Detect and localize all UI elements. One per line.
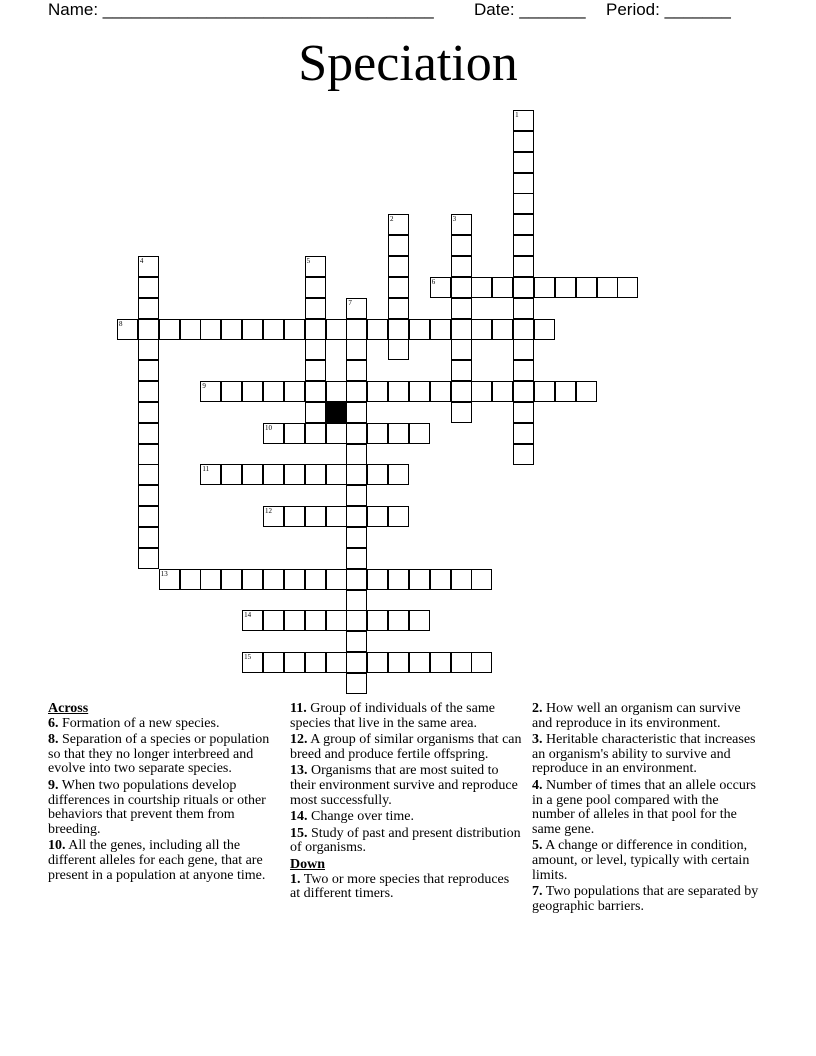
- grid-cell[interactable]: [346, 464, 367, 485]
- clue-number-label: 14: [244, 611, 252, 620]
- grid-cell[interactable]: [513, 214, 534, 235]
- grid-cell[interactable]: [346, 381, 367, 402]
- clue-down-7: [532, 885, 764, 914]
- clue-number-label: 3: [452, 215, 457, 224]
- grid-cell[interactable]: [346, 360, 367, 381]
- clue-number-label: 6: [431, 277, 436, 286]
- grid-cell[interactable]: [284, 423, 305, 444]
- grid-cell[interactable]: [346, 610, 367, 631]
- clue-number-label: 9: [202, 382, 206, 391]
- grid-cell[interactable]: [326, 610, 347, 631]
- grid-cell[interactable]: [388, 319, 409, 340]
- clue-number: 14.: [290, 809, 308, 825]
- grid-cell[interactable]: [513, 360, 534, 381]
- grid-cell[interactable]: [513, 319, 534, 340]
- period-field[interactable]: Period: _______: [606, 0, 731, 19]
- grid-cell[interactable]: [326, 506, 347, 527]
- grid-cell[interactable]: [242, 569, 263, 590]
- grid-cell[interactable]: [451, 569, 472, 590]
- grid-cell[interactable]: [430, 569, 451, 590]
- clues-column-3: [532, 702, 764, 916]
- grid-cell[interactable]: [263, 464, 284, 485]
- grid-cell[interactable]: [200, 569, 221, 590]
- grid-cell[interactable]: [513, 402, 534, 423]
- grid-cell[interactable]: [367, 506, 388, 527]
- grid-cell[interactable]: [555, 277, 576, 298]
- grid-cell[interactable]: [346, 631, 367, 652]
- grid-cell[interactable]: [471, 381, 492, 402]
- grid-cell[interactable]: [346, 548, 367, 569]
- grid-cell[interactable]: [263, 569, 284, 590]
- grid-cell[interactable]: [284, 319, 305, 340]
- grid-cell[interactable]: [367, 610, 388, 631]
- grid-cell[interactable]: [367, 652, 388, 673]
- grid-cell[interactable]: [263, 381, 284, 402]
- grid-cell[interactable]: [326, 569, 347, 590]
- grid-cell[interactable]: [138, 360, 159, 381]
- grid-cell[interactable]: [138, 485, 159, 506]
- grid-cell[interactable]: [159, 319, 180, 340]
- grid-cell[interactable]: [284, 569, 305, 590]
- clue-text: Formation of a new species.: [62, 715, 220, 731]
- grid-cell[interactable]: [242, 652, 263, 673]
- grid-cell[interactable]: [284, 652, 305, 673]
- clue-text: Two or more species that reproduces at different timers.: [290, 871, 510, 902]
- grid-cell[interactable]: [367, 464, 388, 485]
- grid-cell[interactable]: [513, 381, 534, 402]
- grid-cell[interactable]: [200, 319, 221, 340]
- grid-cell[interactable]: [513, 235, 534, 256]
- page-title: Speciation: [298, 35, 518, 92]
- clue-number-label: 8: [119, 319, 123, 328]
- clue-across-15: [290, 827, 522, 856]
- grid-cell[interactable]: [305, 610, 326, 631]
- grid-cell[interactable]: [221, 381, 242, 402]
- clue-across-8: [48, 733, 276, 777]
- clue-down-5: [532, 839, 764, 883]
- grid-cell[interactable]: [388, 277, 409, 298]
- clue-across-13: [290, 764, 522, 808]
- grid-cell[interactable]: [305, 464, 326, 485]
- grid-cell[interactable]: [346, 673, 367, 694]
- clue-across-14: [290, 810, 522, 825]
- clue-number: 3.: [532, 732, 543, 748]
- grid-cell[interactable]: [138, 402, 159, 423]
- grid-cell[interactable]: [305, 569, 326, 590]
- grid-cell[interactable]: [367, 319, 388, 340]
- grid-cell[interactable]: [409, 319, 430, 340]
- clue-down-2: [532, 702, 764, 731]
- grid-cell[interactable]: [513, 131, 534, 152]
- grid-cell[interactable]: [138, 256, 159, 277]
- grid-cell[interactable]: [451, 298, 472, 319]
- clue-text: Study of past and present distribution of organisms.: [290, 825, 521, 856]
- clue-number: 2.: [532, 701, 543, 716]
- grid-cell[interactable]: [597, 277, 618, 298]
- down-heading: Down: [290, 856, 326, 872]
- grid-cell[interactable]: [513, 423, 534, 444]
- clue-text: Number of times that an allele occurs in a gene pool compared with the number of alleles in that pool for the same gene.: [532, 777, 756, 837]
- grid-cell[interactable]: [451, 277, 472, 298]
- clue-number: 15.: [290, 825, 308, 841]
- grid-cell[interactable]: [409, 381, 430, 402]
- grid-cell[interactable]: [346, 298, 367, 319]
- grid-cell[interactable]: [242, 381, 263, 402]
- clue-across-10: [48, 839, 276, 883]
- grid-cell[interactable]: [305, 402, 326, 423]
- grid-cell[interactable]: [263, 652, 284, 673]
- grid-cell[interactable]: [284, 506, 305, 527]
- grid-cell[interactable]: [388, 256, 409, 277]
- grid-cell[interactable]: [451, 214, 472, 235]
- grid-cell[interactable]: [451, 381, 472, 402]
- grid-cell[interactable]: [471, 652, 492, 673]
- grid-cell[interactable]: [451, 319, 472, 340]
- grid-cell[interactable]: [242, 610, 263, 631]
- grid-cell[interactable]: [221, 464, 242, 485]
- grid-cell[interactable]: [305, 319, 326, 340]
- clue-number-label: 4: [139, 256, 144, 265]
- grid-cell[interactable]: [284, 464, 305, 485]
- black-square: [326, 402, 347, 423]
- grid-cell[interactable]: [451, 652, 472, 673]
- grid-cell[interactable]: [388, 610, 409, 631]
- grid-cell[interactable]: [284, 610, 305, 631]
- grid-cell[interactable]: [326, 423, 347, 444]
- clue-number: 1.: [290, 871, 301, 887]
- grid-cell[interactable]: [388, 423, 409, 444]
- grid-cell[interactable]: [138, 423, 159, 444]
- grid-cell[interactable]: [513, 298, 534, 319]
- grid-cell[interactable]: [242, 319, 263, 340]
- clue-across-12: [290, 733, 522, 762]
- grid-cell[interactable]: [326, 381, 347, 402]
- grid-cell[interactable]: [138, 506, 159, 527]
- grid-cell[interactable]: [576, 277, 597, 298]
- grid-cell[interactable]: [200, 381, 221, 402]
- clue-number: 13.: [290, 763, 308, 779]
- grid-cell[interactable]: [409, 423, 430, 444]
- grid-cell[interactable]: [409, 610, 430, 631]
- clue-number: 10.: [48, 838, 66, 854]
- clue-text: Two populations that are separated by geographic barriers.: [532, 884, 759, 914]
- grid-cell[interactable]: [492, 319, 513, 340]
- grid-cell[interactable]: [513, 152, 534, 173]
- clue-text: Organisms that are most suited to their environment survive and reproduce most successfully.: [290, 763, 518, 808]
- grid-cell[interactable]: [138, 298, 159, 319]
- grid-cell[interactable]: [346, 339, 367, 360]
- grid-cell[interactable]: [346, 423, 367, 444]
- grid-cell[interactable]: [367, 381, 388, 402]
- grid-cell[interactable]: [513, 444, 534, 465]
- grid-cell[interactable]: [534, 381, 555, 402]
- clue-number: 11.: [290, 701, 307, 716]
- clue-text: Group of individuals of the same species that live in the same area.: [290, 701, 495, 731]
- grid-cell[interactable]: [430, 381, 451, 402]
- clue-across-11: [290, 702, 522, 731]
- grid-cell[interactable]: [534, 319, 555, 340]
- grid-cell[interactable]: [138, 381, 159, 402]
- grid-cell[interactable]: [513, 277, 534, 298]
- grid-cell[interactable]: [200, 464, 221, 485]
- clue-number-label: 5: [306, 256, 311, 265]
- grid-cell[interactable]: [451, 402, 472, 423]
- grid-cell[interactable]: [180, 319, 201, 340]
- grid-cell[interactable]: [388, 339, 409, 360]
- grid-cell[interactable]: [326, 464, 347, 485]
- grid-cell[interactable]: [346, 527, 367, 548]
- grid-cell[interactable]: [346, 444, 367, 465]
- clue-text: Separation of a species or population so that they no longer interbreed and evolve into two separate species.: [48, 732, 270, 777]
- clue-number: 6.: [48, 715, 59, 731]
- grid-cell[interactable]: [346, 402, 367, 423]
- grid-cell[interactable]: [346, 319, 367, 340]
- grid-cell[interactable]: [555, 381, 576, 402]
- grid-cell[interactable]: [576, 381, 597, 402]
- grid-cell[interactable]: [388, 235, 409, 256]
- grid-cell[interactable]: [346, 590, 367, 611]
- clue-number: 8.: [48, 732, 59, 748]
- grid-cell[interactable]: [305, 277, 326, 298]
- grid-cell[interactable]: [471, 277, 492, 298]
- clue-across-6: [48, 717, 276, 732]
- grid-cell[interactable]: [451, 235, 472, 256]
- grid-cell[interactable]: [263, 423, 284, 444]
- clue-text: All the genes, including all the different alleles for each gene, that are present in a population at anyone time.: [48, 838, 266, 883]
- grid-cell[interactable]: [451, 339, 472, 360]
- grid-cell[interactable]: [221, 569, 242, 590]
- grid-cell[interactable]: [159, 569, 180, 590]
- clue-number: 9.: [48, 777, 59, 793]
- grid-cell[interactable]: [388, 652, 409, 673]
- clues-column-1: [48, 702, 276, 885]
- grid-cell[interactable]: [513, 256, 534, 277]
- clue-text: When two populations develop differences in courtship rituals or other behaviors that prevent them from breeding.: [48, 777, 266, 837]
- clue-number-label: 12: [264, 507, 272, 516]
- grid-cell[interactable]: [263, 319, 284, 340]
- clue-down-1: [290, 873, 522, 902]
- clue-down-4: [532, 779, 764, 837]
- grid-cell[interactable]: [513, 110, 534, 131]
- grid-cell[interactable]: [409, 652, 430, 673]
- grid-cell[interactable]: [138, 339, 159, 360]
- grid-cell[interactable]: [346, 569, 367, 590]
- clues-column-2: [290, 702, 522, 904]
- clue-number-label: 2: [390, 215, 394, 224]
- clue-text: How well an organism can survive and reproduce in its environment.: [532, 701, 741, 731]
- grid-cell[interactable]: [138, 444, 159, 465]
- clue-across-9: [48, 779, 276, 837]
- grid-cell[interactable]: [305, 360, 326, 381]
- grid-cell[interactable]: [430, 319, 451, 340]
- grid-cell[interactable]: [388, 569, 409, 590]
- grid-cell[interactable]: [242, 464, 263, 485]
- grid-cell[interactable]: [138, 277, 159, 298]
- grid-cell[interactable]: [492, 381, 513, 402]
- grid-cell[interactable]: [471, 569, 492, 590]
- grid-cell[interactable]: [180, 569, 201, 590]
- grid-cell[interactable]: [117, 319, 138, 340]
- grid-cell[interactable]: [305, 256, 326, 277]
- grid-cell[interactable]: [221, 319, 242, 340]
- clue-number: 12.: [290, 732, 308, 748]
- grid-cell[interactable]: [138, 319, 159, 340]
- grid-cell[interactable]: [513, 193, 534, 214]
- grid-cell[interactable]: [326, 319, 347, 340]
- grid-cell[interactable]: [367, 423, 388, 444]
- clue-number: 5.: [532, 838, 543, 854]
- clue-number-label: 7: [348, 298, 352, 307]
- across-heading: Across: [48, 701, 89, 716]
- grid-cell[interactable]: [346, 506, 367, 527]
- clue-number-label: 10: [264, 423, 272, 432]
- clue-text: A group of similar organisms that can breed and produce fertile offspring.: [290, 732, 522, 762]
- clue-number-label: 11: [202, 465, 210, 474]
- grid-cell[interactable]: [284, 381, 305, 402]
- grid-cell[interactable]: [305, 339, 326, 360]
- clue-text: Heritable characteristic that increases an organism's ability to survive and reproduce in an environment.: [532, 732, 756, 777]
- grid-cell[interactable]: [138, 464, 159, 485]
- grid-cell[interactable]: [388, 506, 409, 527]
- grid-cell[interactable]: [388, 298, 409, 319]
- grid-cell[interactable]: [346, 652, 367, 673]
- grid-cell[interactable]: [430, 277, 451, 298]
- grid-cell[interactable]: [430, 652, 451, 673]
- grid-cell[interactable]: [451, 256, 472, 277]
- grid-cell[interactable]: [388, 214, 409, 235]
- grid-cell[interactable]: [388, 464, 409, 485]
- grid-cell[interactable]: [263, 506, 284, 527]
- clue-number: 7.: [532, 884, 543, 900]
- grid-cell[interactable]: [305, 423, 326, 444]
- clue-number: 4.: [532, 777, 543, 793]
- grid-cell[interactable]: [346, 485, 367, 506]
- grid-cell[interactable]: [451, 360, 472, 381]
- clue-number-label: 13: [160, 569, 168, 578]
- clue-text: Change over time.: [311, 809, 415, 825]
- clue-down-3: [532, 733, 764, 777]
- clue-text: A change or difference in condition, amount, or level, typically with certain limits.: [532, 838, 750, 883]
- grid-cell[interactable]: [367, 569, 388, 590]
- grid-cell[interactable]: [305, 652, 326, 673]
- clue-number-label: 1: [515, 111, 519, 119]
- grid-cell[interactable]: [138, 548, 159, 569]
- grid-cell[interactable]: [138, 527, 159, 548]
- grid-cell[interactable]: [305, 298, 326, 319]
- grid-cell[interactable]: [263, 610, 284, 631]
- date-field[interactable]: Date: _______: [474, 0, 586, 19]
- clue-number-label: 15: [244, 653, 252, 662]
- grid-cell[interactable]: [492, 277, 513, 298]
- grid-cell[interactable]: [513, 173, 534, 194]
- grid-cell[interactable]: [409, 569, 430, 590]
- grid-cell[interactable]: [326, 652, 347, 673]
- grid-cell[interactable]: [305, 381, 326, 402]
- name-field[interactable]: Name: ___________________________________: [48, 0, 434, 19]
- grid-cell[interactable]: [513, 339, 534, 360]
- grid-cell[interactable]: [388, 381, 409, 402]
- grid-cell[interactable]: [617, 277, 638, 298]
- grid-cell[interactable]: [305, 506, 326, 527]
- grid-cell[interactable]: [534, 277, 555, 298]
- grid-cell[interactable]: [471, 319, 492, 340]
